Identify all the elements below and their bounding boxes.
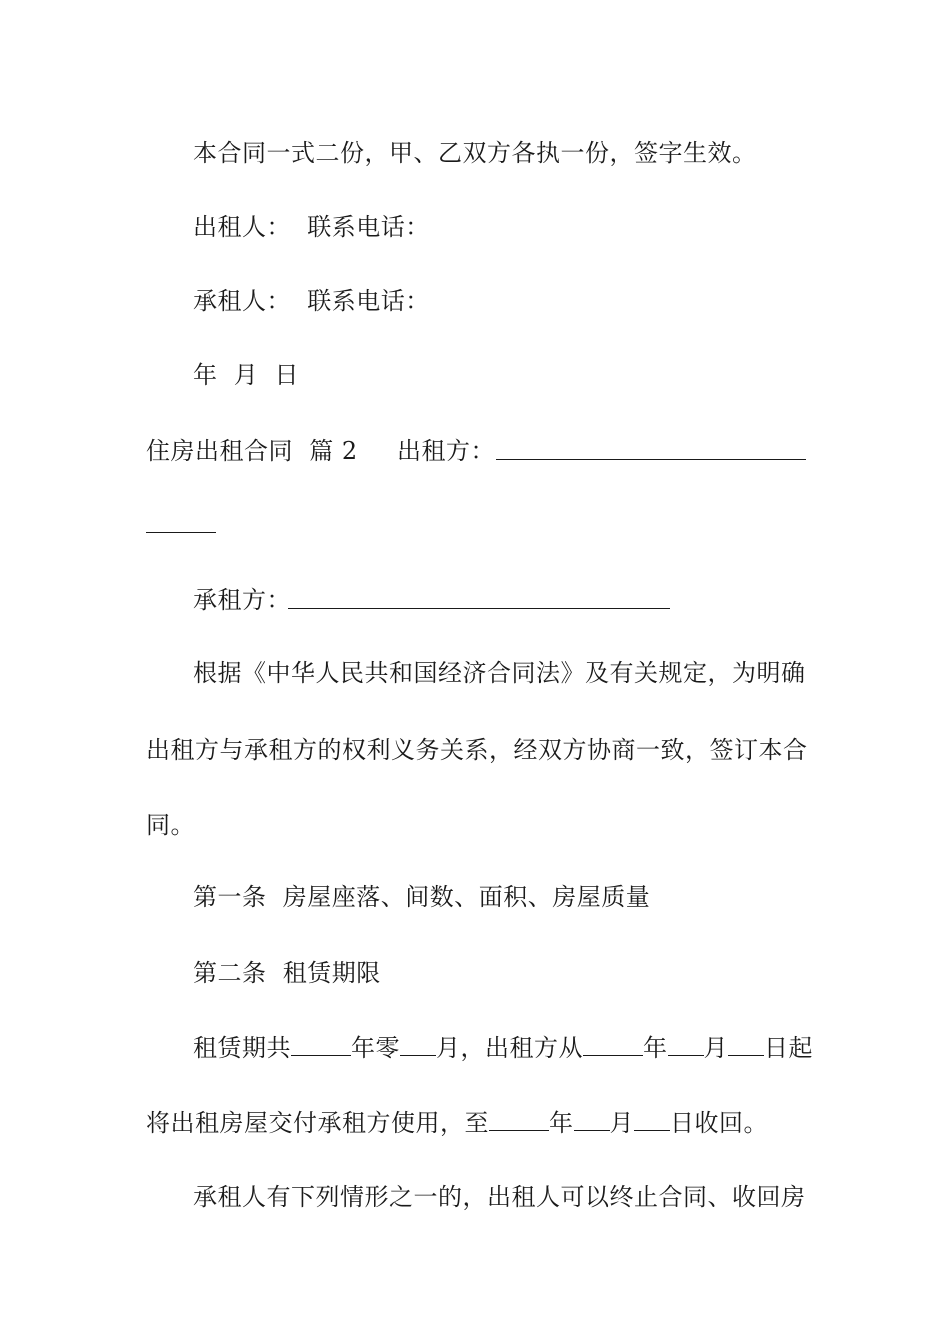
return-text-c: 月 [609,1109,634,1137]
article-1-heading: 第一条 房屋座落、间数、面积、房屋质量 [193,883,651,911]
term-text-a: 租赁期共 [193,1034,291,1062]
intro-paragraph-line-2: 出租方与承租方的权利义务关系，经双方协商一致，签订本合 [146,736,808,764]
lessee-party-label: 承租方： [193,586,291,614]
years-blank [291,1033,351,1056]
start-month-blank [668,1033,704,1056]
lease-term-line [193,1033,813,1063]
start-day-blank [728,1033,764,1056]
end-month-blank [574,1108,610,1131]
term-text-e: 月 [703,1034,728,1062]
start-year-blank [583,1033,643,1056]
end-day-blank [634,1108,670,1131]
article-2-heading: 第二条 租赁期限 [193,959,381,987]
lessor-signature-line: 出租人： 联系电话： [193,213,430,241]
heading-contract-2: 住房出租合同 篇 2 [146,437,358,465]
months-blank [400,1033,436,1056]
paragraph-copies: 本合同一式二份，甲、乙双方各执一份，签字生效。 [193,139,757,167]
term-text-c: 月，出租方从 [436,1034,583,1062]
termination-clause-line: 承租人有下列情形之一的，出租人可以终止合同、收回房 [193,1183,806,1211]
lessee-signature-line: 承租人： 联系电话： [193,287,430,315]
lessor-name-blank [496,459,806,460]
end-year-blank [489,1108,549,1131]
lessor-party-label: 出租方： [397,437,495,465]
term-text-d: 年 [643,1034,668,1062]
return-date-line [146,1108,768,1138]
return-text-a: 将出租房屋交付承租方使用，至 [146,1109,489,1137]
return-text-d: 日收回。 [670,1109,768,1137]
lessee-name-blank [288,608,670,609]
term-text-f: 日起 [764,1034,813,1062]
date-line: 年 月 日 [193,361,300,389]
intro-paragraph-line-3: 同。 [146,811,195,839]
return-text-b: 年 [549,1109,574,1137]
term-text-b: 年零 [351,1034,400,1062]
intro-paragraph-line-1: 根据《中华人民共和国经济合同法》及有关规定，为明确 [193,659,806,687]
lessor-name-blank-continued [146,532,216,533]
